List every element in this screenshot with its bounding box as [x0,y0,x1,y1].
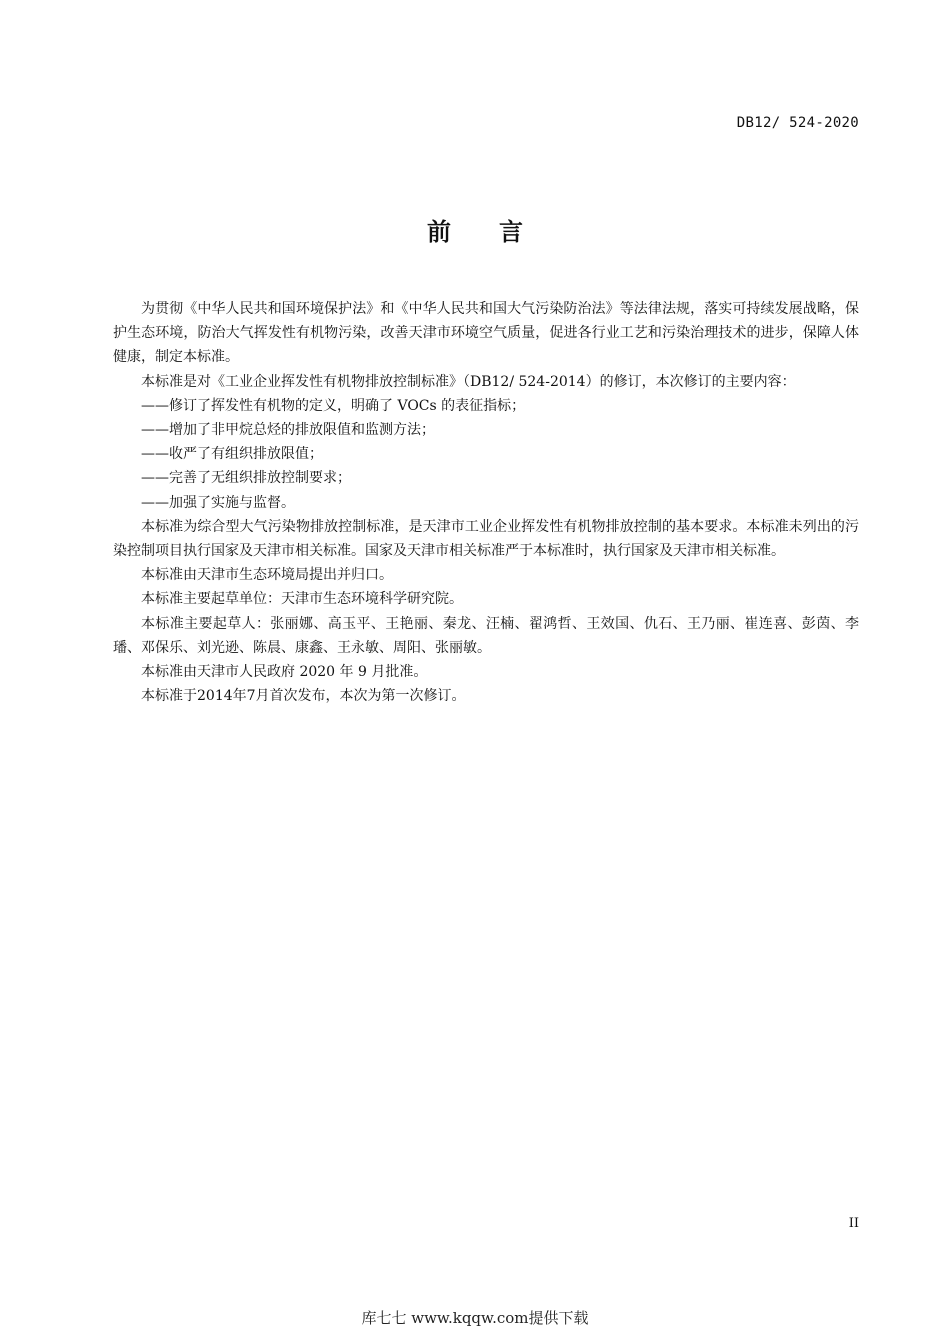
paragraph-drafters: 本标准主要起草人：张丽娜、高玉平、王艳丽、秦龙、汪楠、翟鸿哲、王效国、仇石、王乃丽、崔连喜、彭茵、李璠、邓保乐、刘光逊、陈晨、康鑫、王永敏、周阳、张丽敏。 [113,615,859,656]
revision-item: ——增加了非甲烷总烃的排放限值和监测方法； [141,422,435,439]
paragraph-history: 本标准于2014年7月首次发布，本次为第一次修订。 [141,688,466,705]
paragraph-approval: 本标准由天津市人民政府 2020 年 9 月批准。 [141,664,428,681]
foreword-body [113,297,859,708]
revision-item: ——修订了挥发性有机物的定义，明确了 VOCs 的表征指标； [141,397,526,414]
paragraph-purpose: 为贯彻《中华人民共和国环境保护法》和《中华人民共和国大气污染防治法》等法律法规，落实可持续发展战略，保护生态环境，防治大气挥发性有机物污染，改善天津市环境空气质量，促进各行业工艺和污染治理技术的进步，保障人体健康，制定本标准。 [113,301,859,366]
page-number: II [848,1216,859,1231]
revision-item: ——完善了无组织排放控制要求； [141,470,351,487]
revision-item: ——收严了有组织排放限值； [141,446,323,463]
revision-item: ——加强了实施与监督。 [141,494,295,511]
paragraph-revision-intro: 本标准是对《工业企业挥发性有机物排放控制标准》（DB12/ 524-2014）的修订，本次修订的主要内容： [141,373,796,390]
paragraph-scope: 本标准为综合型大气污染物排放控制标准，是天津市工业企业挥发性有机物排放控制的基本要求。本标准未列出的污染控制项目执行国家及天津市相关标准。国家及天津市相关标准严于本标准时，执行国家及天津市相关标准。 [113,518,859,560]
page-title: 前言 [427,218,571,246]
paragraph-drafting-unit: 本标准主要起草单位：天津市生态环境科学研究院。 [141,591,463,608]
download-watermark: 库七七 www.kqqw.com提供下载 [361,1309,589,1327]
paragraph-proposer: 本标准由天津市生态环境局提出并归口。 [141,567,393,584]
document-code: DB12/ 524-2020 [736,115,859,131]
